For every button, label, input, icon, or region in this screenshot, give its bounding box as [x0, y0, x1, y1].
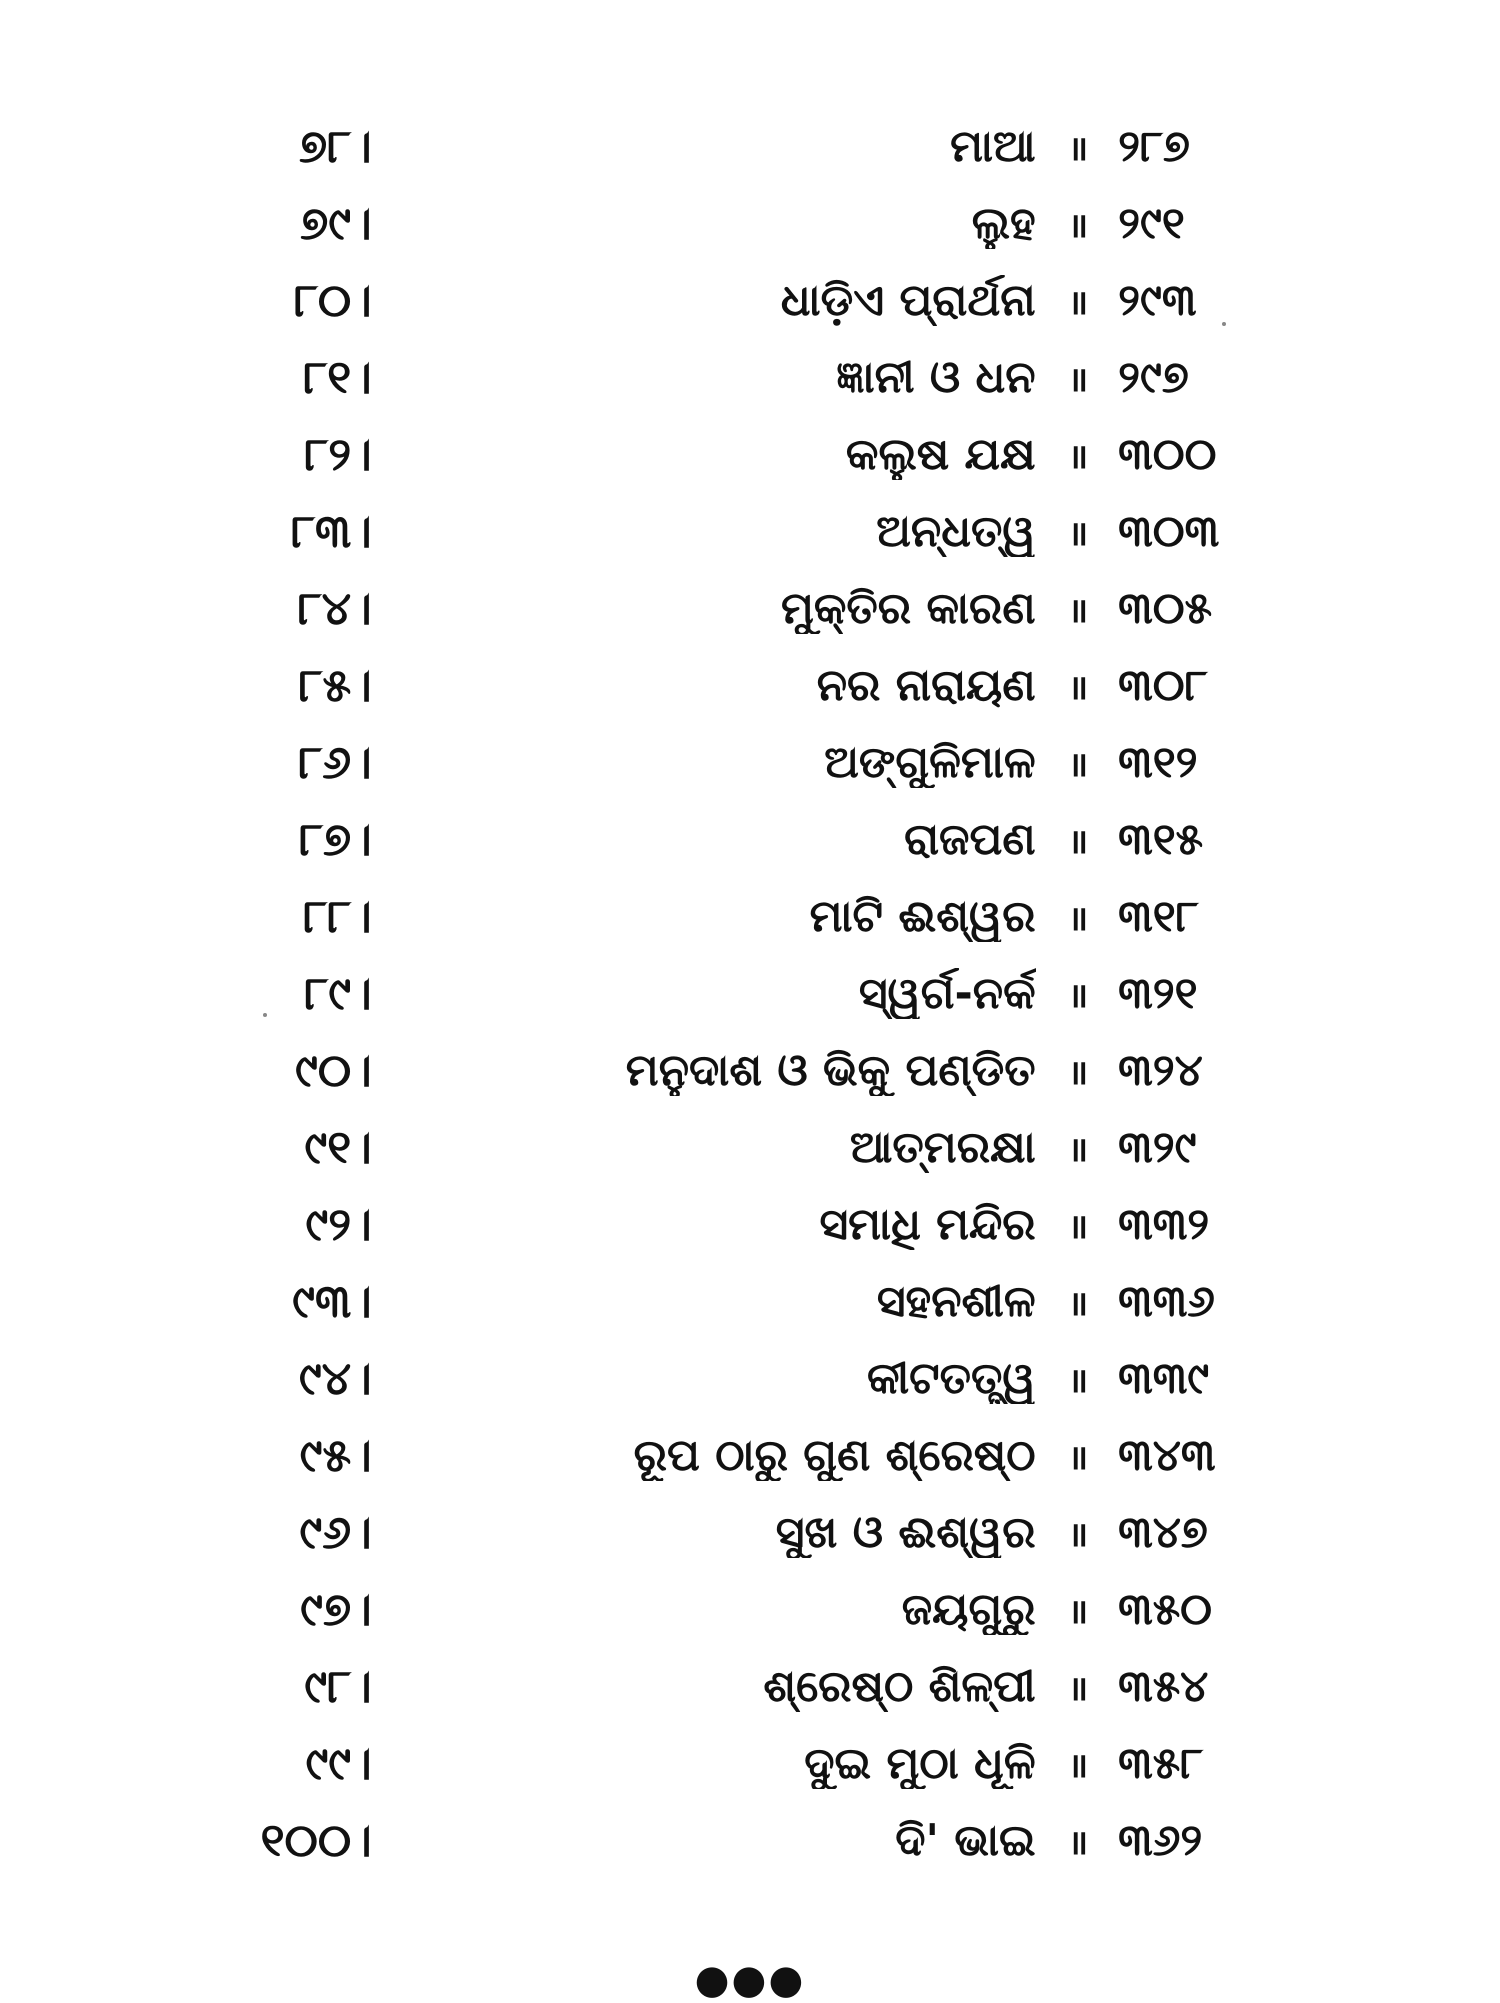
entry-title: ମାଟି ଈଶ୍ୱର — [809, 891, 1036, 942]
entry-title: ଦୁଇ ମୁଠା ଧୂଳି — [804, 1738, 1036, 1789]
entry-title: କଲୁଷ ଯକ୍ଷ — [845, 429, 1036, 480]
entry-number: ୮୦। — [293, 272, 372, 327]
entry-separator: ॥ — [1067, 1283, 1087, 1324]
entry-page-number: ୩୬୨ — [1118, 1815, 1203, 1866]
entry-number: ୮୨। — [304, 426, 372, 481]
entry-separator: ॥ — [1067, 128, 1087, 169]
toc-entry — [250, 1417, 1240, 1494]
entry-title: ଧାଡ଼ିଏ ପ୍ରାର୍ଥନା — [780, 275, 1036, 326]
entry-page-number: ୩୧୨ — [1118, 737, 1198, 788]
entry-separator: ॥ — [1067, 513, 1087, 554]
toc-entry — [250, 1725, 1240, 1802]
entry-separator: ॥ — [1067, 1052, 1087, 1093]
entry-page-number: ୨୯୩ — [1118, 275, 1197, 326]
entry-page-number: ୨୮୭ — [1118, 121, 1190, 172]
toc-entry — [250, 647, 1240, 724]
entry-page-number: ୩୫୮ — [1118, 1738, 1204, 1789]
entry-number: ୮୯। — [304, 965, 372, 1020]
entry-number: ୯୨। — [305, 1196, 372, 1251]
toc-entry — [250, 955, 1240, 1032]
entry-number: ୮୪। — [297, 580, 372, 635]
entry-page-number: ୩୨୧ — [1118, 968, 1198, 1019]
entry-number: ୭୮। — [299, 118, 372, 173]
entry-number: ୮୬। — [298, 734, 372, 789]
toc-entry — [250, 1263, 1240, 1340]
entry-separator: ॥ — [1067, 975, 1087, 1016]
entry-title: ମନୁଦାଶ ଓ ଭିକୁ ପଣ୍ଡିତ — [625, 1045, 1036, 1096]
toc-entry — [250, 878, 1240, 955]
toc-entry — [250, 1571, 1240, 1648]
toc-entry — [250, 1186, 1240, 1263]
entry-number: ୮୭। — [299, 811, 372, 866]
entry-title: ସମାଧି ମନ୍ଦିର — [819, 1199, 1036, 1250]
entry-title: ଅଙ୍ଗୁଳିମାଳ — [824, 737, 1036, 788]
entry-separator: ॥ — [1067, 1360, 1087, 1401]
entry-number: ୮୮। — [303, 888, 372, 943]
entry-page-number: ୩୦୩ — [1118, 506, 1220, 557]
toc-entry — [250, 570, 1240, 647]
entry-page-number: ୩୧୮ — [1118, 891, 1199, 942]
entry-separator: ॥ — [1067, 1668, 1087, 1709]
entry-number: ୮୩। — [291, 503, 372, 558]
toc-entry — [250, 108, 1240, 185]
entry-separator: ॥ — [1067, 205, 1087, 246]
entry-number: ୯୦। — [295, 1042, 372, 1097]
entry-page-number: ୩୩୬ — [1118, 1276, 1215, 1327]
entry-separator: ॥ — [1067, 821, 1087, 862]
entry-page-number: ୩୦୫ — [1118, 583, 1213, 634]
entry-title: ସ୍ୱର୍ଗ-ନର୍କ — [858, 968, 1036, 1019]
entry-page-number: ୩୨୪ — [1118, 1045, 1203, 1096]
entry-number: ୮୧। — [303, 349, 372, 404]
entry-title: ମୁକ୍ତିର କାରଣ — [780, 583, 1036, 634]
entry-separator: ॥ — [1067, 282, 1087, 323]
entry-title: ଜ୍ଞାନୀ ଓ ଧନ — [836, 352, 1036, 403]
entry-page-number: ୩୫୦ — [1118, 1584, 1213, 1635]
entry-separator: ॥ — [1067, 667, 1087, 708]
table-of-contents — [250, 108, 1240, 1879]
entry-title: ଶ୍ରେଷ୍ଠ ଶିଳ୍ପୀ — [763, 1661, 1036, 1712]
entry-separator: ॥ — [1067, 359, 1087, 400]
toc-entry — [250, 801, 1240, 878]
entry-title: ଆତ୍ମରକ୍ଷା — [849, 1122, 1036, 1173]
entry-number: ୯୮। — [304, 1658, 372, 1713]
paper-speck — [263, 1013, 267, 1017]
entry-number: ୮୫। — [298, 657, 372, 712]
entry-number: ୯୬। — [299, 1504, 372, 1559]
toc-entry — [250, 1648, 1240, 1725]
toc-entry — [250, 1494, 1240, 1571]
entry-page-number: ୩୨୯ — [1118, 1122, 1197, 1173]
entry-separator: ॥ — [1067, 1129, 1087, 1170]
entry-title: କୀଟତତ୍ତ୍ୱ — [867, 1353, 1036, 1404]
toc-entry — [250, 493, 1240, 570]
entry-number: ୯୭। — [300, 1581, 372, 1636]
entry-page-number: ୩୫୪ — [1118, 1661, 1209, 1712]
entry-separator: ॥ — [1067, 744, 1087, 785]
toc-entry — [250, 1802, 1240, 1879]
entry-number: ୭୯। — [300, 195, 372, 250]
toc-entry — [250, 1032, 1240, 1109]
toc-entry — [250, 724, 1240, 801]
entry-page-number: ୨୯୭ — [1118, 352, 1189, 403]
toc-entry — [250, 339, 1240, 416]
entry-separator: ॥ — [1067, 1822, 1087, 1863]
entry-separator: ॥ — [1067, 1514, 1087, 1555]
entry-separator: ॥ — [1067, 1591, 1087, 1632]
end-ornament: ●●● — [694, 1957, 806, 2003]
toc-entry — [250, 416, 1240, 493]
entry-title: ଜୟଗୁରୁ — [901, 1584, 1036, 1635]
entry-separator: ॥ — [1067, 436, 1087, 477]
entry-separator: ॥ — [1067, 898, 1087, 939]
entry-page-number: ୩୩୯ — [1118, 1353, 1210, 1404]
toc-entry — [250, 1109, 1240, 1186]
entry-page-number: ୩୪୩ — [1118, 1430, 1216, 1481]
entry-page-number: ୩୩୨ — [1118, 1199, 1210, 1250]
entry-page-number: ୩୦୦ — [1118, 429, 1217, 480]
entry-title: ରାଜପଣ — [904, 814, 1036, 865]
entry-title: ରୂପ ଠାରୁ ଗୁଣ ଶ୍ରେଷ୍ଠ — [633, 1430, 1036, 1481]
entry-number: ୯୪। — [298, 1350, 372, 1405]
entry-title: ଲୁହ — [971, 198, 1036, 249]
entry-page-number: ୩୧୫ — [1118, 814, 1204, 865]
entry-title: ଅନ୍ଧତ୍ୱ — [876, 506, 1036, 557]
entry-title: ସୁଖ ଓ ଈଶ୍ୱର — [775, 1507, 1036, 1558]
entry-number: ୧୦୦। — [260, 1812, 372, 1867]
toc-entry — [250, 185, 1240, 262]
entry-number: ୯୫। — [299, 1427, 372, 1482]
entry-title: ସହନଶୀଳ — [876, 1276, 1036, 1327]
entry-title: ନର ନାରାୟଣ — [816, 660, 1036, 711]
entry-page-number: ୨୯୧ — [1118, 198, 1185, 249]
entry-number: ୯୧। — [304, 1119, 372, 1174]
toc-entry — [250, 262, 1240, 339]
entry-separator: ॥ — [1067, 1437, 1087, 1478]
entry-title: ମାଆ — [950, 121, 1036, 172]
entry-number: ୯୯। — [305, 1735, 372, 1790]
toc-entry — [250, 1340, 1240, 1417]
entry-number: ୯୩। — [292, 1273, 372, 1328]
entry-page-number: ୩୪୭ — [1118, 1507, 1208, 1558]
entry-page-number: ୩୦୮ — [1118, 660, 1208, 711]
entry-separator: ॥ — [1067, 1745, 1087, 1786]
entry-separator: ॥ — [1067, 590, 1087, 631]
paper-speck — [1222, 322, 1226, 326]
entry-title: ଦି' ଭାଇ — [895, 1815, 1036, 1866]
entry-separator: ॥ — [1067, 1206, 1087, 1247]
